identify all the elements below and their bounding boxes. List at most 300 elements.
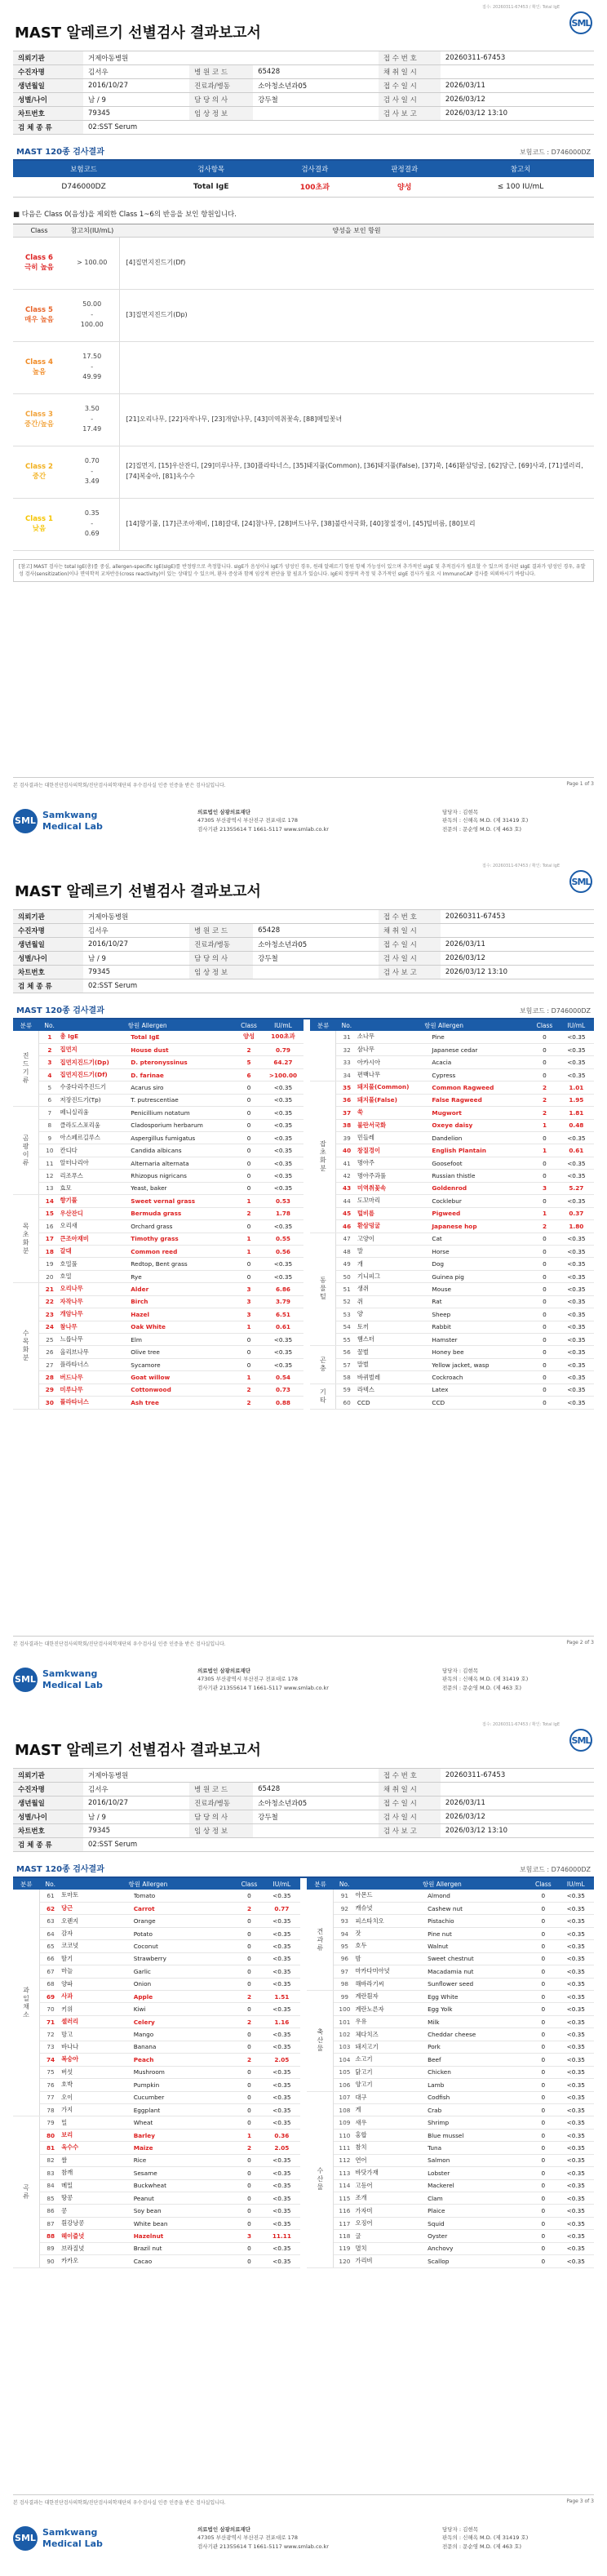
allergen-en: Japanese hop (432, 1220, 530, 1232)
allergen-value: <0.35 (559, 1056, 594, 1068)
allergen-row (13, 1915, 594, 1927)
allergen-kr: 참치 (355, 2142, 428, 2154)
allergen-kr: 수중다리주진드기 (60, 1081, 131, 1094)
allergen-class: 0 (235, 2103, 264, 2116)
allergen-class: 3 (235, 2230, 264, 2242)
positive-allergens: [4]집먼지진드기(Df) (119, 237, 594, 289)
allergen-no: 97 (334, 1965, 356, 1978)
section-title: MAST 120종 검사결과 (16, 1865, 104, 1874)
allergen-en: Cheddar cheese (428, 2028, 529, 2041)
allergen-en: Coconut (134, 1940, 235, 1952)
class-note: ■ 다음은 Class 0(음성)을 제외한 Class 1~6의 반응을 보인 항원입니다. (13, 210, 237, 219)
allergen-kr: 참나무 (60, 1321, 131, 1333)
allergen-no: 75 (39, 2066, 61, 2078)
allergen-kr: 마늘 (61, 1965, 134, 1978)
lab-name: Samkwang Medical Lab (42, 2527, 103, 2549)
allergen-no: 71 (39, 2015, 61, 2027)
allergen-class: 0 (530, 1043, 559, 1055)
report-page (0, 859, 607, 1717)
allergen-row (13, 2091, 594, 2103)
allergen-kr: 가자미 (355, 2205, 428, 2217)
allergen-kr: 꿀벌 (357, 1346, 432, 1358)
allergen-value: 1.51 (264, 1991, 299, 2003)
allergen-en: Alternaria alternata (131, 1157, 235, 1169)
allergen-kr: 소고기 (355, 2054, 428, 2066)
allergen-class: 1 (235, 2129, 264, 2141)
allergen-en: House dust (131, 1043, 235, 1055)
allergen-kr: 홍합 (355, 2129, 428, 2141)
allergen-kr: 클라도스포리움 (60, 1119, 131, 1131)
allergen-value: 0.48 (559, 1119, 594, 1131)
report-title: MAST 알레르기 선별검사 결과보고서 (15, 1742, 261, 1759)
allergen-kr: 복숭아 (61, 2054, 134, 2066)
allergen-class: 0 (530, 1195, 559, 1207)
allergen-value: <0.35 (264, 2217, 299, 2229)
disclaimer: 본 검사결과는 대한진단검사의학회/진단검사의학재단의 우수검사실 인증 인증을 받은 검사실입니다. (13, 783, 226, 788)
allergen-en: Goldenrod (432, 1182, 530, 1194)
allergen-value: <0.35 (559, 1397, 594, 1409)
allergen-class: 0 (235, 1094, 264, 1106)
allergen-kr: 체다치즈 (355, 2028, 428, 2041)
lab-name: Samkwang Medical Lab (42, 1668, 103, 1690)
allergen-class: 0 (235, 2079, 264, 2091)
allergen-en: Candida albicans (131, 1144, 235, 1157)
class-row: Class 2 중간 0.70 - 3.49 [2]집먼지, [15]우산잔디, [29]미루나무, [30]플라타너스, [35]돼지풀(Common), [36]돼지풀(False), [37]쑥, [46]환삼덩굴, [62]당근, [69]사과, [71]셀러리, [74]복숭아, [81]옥수수 (13, 446, 594, 498)
allergen-en: Bermuda grass (131, 1207, 235, 1219)
allergen-value: <0.35 (264, 2041, 299, 2053)
allergen-value: <0.35 (558, 2154, 594, 2166)
allergen-value: <0.35 (264, 2179, 299, 2192)
allergen-en: Aspergillus fumigatus (131, 1132, 235, 1144)
allergen-class: 0 (530, 1308, 559, 1321)
allergen-kr: 알터나리아 (60, 1157, 131, 1169)
allergen-kr: 총 IgE (60, 1031, 131, 1043)
allergen-value: <0.35 (263, 1094, 303, 1106)
allergen-value: <0.35 (558, 2028, 594, 2041)
patient-info-table: 의뢰기관 거제아동병원 접 수 번 호 20260311-67453 수진자명 김서우 병 원 코 드 65428 채 취 일 시 생년월일 2016/10/27 진료과/병동 소아청소년과05 접 수 일 시 2026/03/11 성별/나이 남 / 9 담 당 의 사 강두철 검 사 일 시 2026/03/12 차트번호 79345 임 상 정 보 검 사 보 고 2026/03/12 13:10 검 체 종 류 02:SST Serum (13, 909, 594, 993)
allergen-no: 99 (334, 1991, 356, 2003)
allergen-class: 0 (530, 1295, 559, 1308)
allergen-no: 33 (336, 1056, 357, 1068)
allergen-value: 0.37 (559, 1207, 594, 1219)
allergen-kr: 가지 (61, 2103, 134, 2116)
allergen-en: Cat (432, 1232, 530, 1245)
allergen-kr: 불란서국화 (357, 1119, 432, 1131)
allergen-no: 50 (336, 1270, 357, 1282)
allergen-value: <0.35 (264, 1927, 299, 1939)
allergen-value: <0.35 (558, 2217, 594, 2229)
allergen-row (13, 2167, 594, 2179)
allergen-no: 13 (39, 1182, 60, 1194)
allergen-row (13, 1371, 594, 1383)
allergen-value: <0.35 (559, 1334, 594, 1346)
allergen-value: <0.35 (264, 1965, 299, 1978)
allergen-row (13, 1182, 594, 1194)
allergen-value: <0.35 (559, 1270, 594, 1282)
allergen-row (13, 1965, 594, 1978)
allergen-value: <0.35 (263, 1182, 303, 1194)
allergen-class: 0 (530, 1157, 559, 1169)
allergen-kr: 돼지풀(Common) (357, 1081, 432, 1094)
allergen-value: <0.35 (559, 1195, 594, 1207)
allergen-kr: 연어 (355, 2154, 428, 2166)
allergen-kr: 아몬드 (355, 1890, 428, 1902)
allergen-class: 0 (529, 2167, 557, 2179)
allergen-value: 5.27 (559, 1182, 594, 1194)
allergen-row (13, 1207, 594, 1219)
allergen-row (13, 2015, 594, 2027)
allergen-no: 1 (39, 1031, 60, 1043)
lab-name: Samkwang Medical Lab (42, 810, 103, 832)
allergen-no: 115 (334, 2192, 356, 2205)
allergen-table: 분류 No. 항원 Allergen Class IU/mL 분류 No. 항원 Allergen Class IU/mL 진드기류 1 총 IgE Total IgE 양성 100초과 31 소나무 Pine 0 <0.35 2 집먼지 House dust 2 0.79 32 삼나무 Japanese cedar 0 <0.35 3 집먼지진드기(Dp) D. pteronyssinus 5 64.27 33 아카시아 Acacia 0 <0.35 4 집먼지진드기(Df) D. farinae 6 >100.00 34 편백나무 Cypress 0 <0.35 5 수중다리주진드기 Acarus siro 0 <0.35 잡초화분 35 돼지풀(Common) Common Ragweed 2 1.01 6 저장진드기(Tp) T. putrescentiae 0 <0.35 36 돼지풀(False) False Ragweed 2 1.95 곰팡이류 7 페니실리움 Penicillium notatum 0 <0.35 37 쑥 Mugwort 2 1.81 8 클라도스포리움 Cladosporium herbarum 0 <0.35 38 불란서국화 Oxeye daisy 1 0.48 9 아스페르길루스 Aspergillus fumigatus 0 <0.35 39 민들레 Dandelion 0 <0.35 10 칸디다 Candida albicans 0 <0.35 40 창질경이 English Plantain 1 0.61 11 알터나리아 Alternaria alternata 0 <0.35 41 명아주 Goosefoot 0 <0.35 12 리조푸스 Rhizopus nigricans 0 <0.35 42 명아주과풀 Russian thistle 0 <0.35 13 효모 Yeast, baker 0 <0.35 43 미역취꽃속 Goldenrod 3 5.27 목초화분 14 향기풀 Sweet vernal grass 1 0.53 44 도꼬마리 Cocklebur 0 <0.35 15 우산잔디 Bermuda grass 2 1.78 45 털비름 Pigweed 1 0.37 16 오리새 Orchard grass 0 <0.35 46 환삼덩굴 Japanese hop 2 1.80 17 큰조아재비 Timothy grass 1 0.55 동물털 47 고양이 Cat 0 <0.35 18 갈대 Common reed 1 0.56 48 말 Horse 0 <0.35 19 호밀풀 Redtop, Bent grass 0 <0.35 49 개 Dog 0 <0.35 20 호밀 Rye 0 <0.35 50 기니피그 Guinea pig 0 <0.35 수목화분 21 오리나무 Alder 3 6.86 51 생쥐 Mouse 0 <0.35 22 자작나무 Birch 3 3.79 52 쥐 Rat 0 <0.35 23 개암나무 Hazel 3 6.51 53 양 Sheep 0 <0.35 24 참나무 Oak White 1 0.61 54 토끼 Rabbit 0 <0.35 25 느릅나무 Elm 0 <0.35 55 햄스터 Hamster 0 <0.35 26 올리브나무 Olive tree 0 <0.35 곤충 56 꿀벌 Honey bee 0 <0.35 27 플라타너스 Sycamore 0 <0.35 57 말벌 Yellow jacket, wasp 0 <0.35 28 버드나무 Goat willow 1 0.54 58 바퀴벌레 Cockroach 0 <0.35 29 미루나무 Cottonwood 2 0.73 기타 59 라텍스 Latex 0 <0.35 30 플라타너스 Ash tree 2 0.88 60 CCD CCD 0 <0.35 (13, 1019, 594, 1410)
allergen-no: 93 (334, 1915, 356, 1927)
allergen-value: <0.35 (558, 2041, 594, 2053)
lab-address: 의료법인 삼광의료재단 47305 부산광역시 부산진구 전포대로 178 검사기관 21355614 T 1661-5117 www.smlab.co.kr (197, 2526, 329, 2550)
allergen-no: 37 (336, 1107, 357, 1119)
allergen-en: Latex (432, 1383, 530, 1396)
allergen-row (13, 2041, 594, 2053)
section-header (13, 144, 594, 161)
allergen-en: Peach (134, 2054, 235, 2066)
allergen-en: Sesame (134, 2167, 235, 2179)
allergen-no: 63 (39, 1915, 61, 1927)
allergen-row (13, 2054, 594, 2066)
allergen-class: 0 (235, 1890, 264, 1902)
allergen-kr: 페니실리움 (60, 1107, 131, 1119)
allergen-en: Egg Yolk (428, 2003, 529, 2015)
allergen-class: 3 (235, 1283, 264, 1295)
allergen-row (13, 1220, 594, 1232)
lab-signatures: 담당자 : 김현목 판독의 : 신해옥 M.D. (제 31419 호) 전문의 : 문순영 M.D. (제 463 호) (442, 1668, 529, 1691)
allergen-en: Rice (134, 2154, 235, 2166)
allergen-value: <0.35 (559, 1157, 594, 1169)
allergen-value: <0.35 (263, 1157, 303, 1169)
allergen-kr: 바퀴벌레 (357, 1371, 432, 1383)
allergen-no: 35 (336, 1081, 357, 1094)
allergen-class: 0 (235, 2205, 264, 2217)
allergen-en: Goosefoot (432, 1157, 530, 1169)
allergen-en: Goat willow (131, 1371, 235, 1383)
allergen-en: Barley (134, 2129, 235, 2141)
allergen-kr: 닭고기 (355, 2066, 428, 2078)
allergen-value: <0.35 (264, 1915, 299, 1927)
footer-line (13, 777, 594, 788)
allergen-class: 0 (235, 1119, 264, 1131)
allergen-en: Cottonwood (131, 1383, 235, 1396)
allergen-en: Oyster (428, 2230, 529, 2242)
allergen-class: 0 (529, 2142, 557, 2154)
allergen-no: 55 (336, 1334, 357, 1346)
allergen-class: 1 (235, 1232, 264, 1245)
allergen-value: <0.35 (264, 1952, 299, 1965)
allergen-no: 28 (39, 1371, 60, 1383)
allergen-class: 0 (529, 2116, 557, 2129)
allergen-class: 2 (235, 1383, 264, 1396)
allergen-value: 64.27 (263, 1056, 303, 1068)
allergen-en: Crab (428, 2103, 529, 2116)
group-label: 목초화분 (13, 1195, 39, 1283)
allergen-en: Apple (134, 1991, 235, 2003)
allergen-no: 6 (39, 1094, 60, 1106)
allergen-en: Timothy grass (131, 1232, 235, 1245)
allergen-kr: 딸기 (61, 1952, 134, 1965)
group-label: 잡초화분 (310, 1081, 336, 1232)
allergen-en: Squid (428, 2217, 529, 2229)
allergen-en: Common Ragweed (432, 1081, 530, 1094)
allergen-class: 0 (235, 1170, 264, 1182)
allergen-no: 17 (39, 1232, 60, 1245)
group-label: 수산물 (307, 2091, 333, 2267)
allergen-value: <0.35 (264, 2003, 299, 2015)
allergen-class: 0 (530, 1132, 559, 1144)
allergen-class: 1 (235, 1321, 264, 1333)
allergen-class: 0 (235, 2028, 264, 2041)
allergen-kr: 소나무 (357, 1031, 432, 1043)
allergen-class: 2 (235, 1207, 264, 1219)
allergen-kr: 아스페르길루스 (60, 1132, 131, 1144)
allergen-en: Sweet chestnut (428, 1952, 529, 1965)
allergen-class: 0 (235, 2192, 264, 2205)
allergen-value: <0.35 (558, 2003, 594, 2015)
allergen-row (13, 1358, 594, 1370)
allergen-value: <0.35 (264, 1940, 299, 1952)
allergen-en: Oak White (131, 1321, 235, 1333)
allergen-class: 0 (529, 2179, 557, 2192)
allergen-kr: 우유 (355, 2015, 428, 2027)
allergen-kr: 플라타너스 (60, 1397, 131, 1409)
allergen-no: 59 (336, 1383, 357, 1396)
allergen-class: 0 (529, 2103, 557, 2116)
allergen-no: 61 (39, 1890, 61, 1902)
allergen-no: 65 (39, 1940, 61, 1952)
allergen-en: Sunflower seed (428, 1978, 529, 1990)
allergen-kr: 계란노른자 (355, 2003, 428, 2015)
allergen-class: 5 (235, 1056, 264, 1068)
allergen-row (13, 2179, 594, 2192)
allergen-no: 118 (334, 2230, 356, 2242)
allergen-kr: 해바라기씨 (355, 1978, 428, 1990)
allergen-no: 110 (334, 2129, 356, 2141)
allergen-class: 0 (529, 2015, 557, 2027)
allergen-value: <0.35 (263, 1270, 303, 1282)
allergen-value: <0.35 (263, 1081, 303, 1094)
allergen-value: <0.35 (264, 2079, 299, 2091)
allergen-value: <0.35 (558, 2142, 594, 2154)
allergen-no: 56 (336, 1346, 357, 1358)
allergen-kr: 호박 (61, 2079, 134, 2091)
allergen-class: 0 (529, 1940, 557, 1952)
allergen-row (13, 2103, 594, 2116)
allergen-value: 2.05 (264, 2054, 299, 2066)
allergen-kr: 호밀 (60, 1270, 131, 1282)
allergen-kr: 당근 (61, 1902, 134, 1914)
allergen-class: 0 (235, 2179, 264, 2192)
allergen-no: 4 (39, 1068, 60, 1081)
allergen-en: Cashew nut (428, 1902, 529, 1914)
allergen-row (13, 2142, 594, 2154)
allergen-row (13, 1068, 594, 1081)
allergen-value: 2.05 (264, 2142, 299, 2154)
allergen-no: 96 (334, 1952, 356, 1965)
allergen-class: 0 (235, 2003, 264, 2015)
allergen-en: Orange (134, 1915, 235, 1927)
allergen-class: 2 (235, 2142, 264, 2154)
allergen-kr: 참깨 (61, 2167, 134, 2179)
allergen-en: Sheep (432, 1308, 530, 1321)
allergen-en: Eggplant (134, 2103, 235, 2116)
allergen-en: Acacia (432, 1056, 530, 1068)
allergen-class: 0 (530, 1283, 559, 1295)
allergen-en: Japanese cedar (432, 1043, 530, 1055)
allergen-kr: 미루나무 (60, 1383, 131, 1396)
allergen-row (13, 1157, 594, 1169)
allergen-en: Hamster (432, 1334, 530, 1346)
allergen-no: 40 (336, 1144, 357, 1157)
allergen-no: 26 (39, 1346, 60, 1358)
allergen-value: <0.35 (558, 1991, 594, 2003)
allergen-en: False Ragweed (432, 1094, 530, 1106)
allergen-en: D. pteronyssinus (131, 1056, 235, 1068)
sml-footer-logo: SML (13, 1668, 38, 1692)
allergen-value: <0.35 (558, 1952, 594, 1965)
allergen-no: 98 (334, 1978, 356, 1990)
allergen-value: 6.51 (263, 1308, 303, 1321)
allergen-row (13, 2154, 594, 2166)
allergen-no: 25 (39, 1334, 60, 1346)
allergen-no: 102 (334, 2028, 356, 2041)
allergen-no: 107 (334, 2091, 356, 2103)
allergen-value: 11.11 (264, 2230, 299, 2242)
allergen-no: 85 (39, 2192, 61, 2205)
allergen-no: 57 (336, 1358, 357, 1370)
allergen-row (13, 1081, 594, 1094)
allergen-en: Rye (131, 1270, 235, 1282)
allergen-row (13, 1397, 594, 1409)
allergen-class: 0 (235, 1270, 264, 1282)
allergen-class: 0 (530, 1270, 559, 1282)
allergen-no: 49 (336, 1258, 357, 1270)
allergen-kr: 토끼 (357, 1321, 432, 1333)
class-row: Class 1 낮음 0.35 - 0.69 [14]향기풀, [17]큰조아재비, [18]갈대, [24]참나무, [28]버드나무, [38]불란서국화, [40]창질경이, [45]털비름, [80]보리 (13, 498, 594, 550)
allergen-no: 19 (39, 1258, 60, 1270)
allergen-class: 2 (530, 1107, 559, 1119)
allergen-class: 0 (235, 2242, 264, 2254)
allergen-class: 0 (529, 2217, 557, 2229)
allergen-class: 0 (529, 2192, 557, 2205)
section-header (13, 1003, 594, 1019)
allergen-value: 3.79 (263, 1295, 303, 1308)
allergen-value: 1.16 (264, 2015, 299, 2027)
allergen-no: 67 (39, 1965, 61, 1978)
allergen-row (13, 1232, 594, 1245)
allergen-en: Salmon (428, 2154, 529, 2166)
allergen-no: 10 (39, 1144, 60, 1157)
allergen-no: 54 (336, 1321, 357, 1333)
footer (13, 1667, 594, 1692)
allergen-kr: 창질경이 (357, 1144, 432, 1157)
allergen-value: 1.80 (559, 1220, 594, 1232)
allergen-en: Orchard grass (131, 1220, 235, 1232)
allergen-kr: 집먼지진드기(Df) (60, 1068, 131, 1081)
group-label: 곰팡이류 (13, 1107, 39, 1195)
allergen-kr: 환삼덩굴 (357, 1220, 432, 1232)
allergen-kr: 게 (355, 2103, 428, 2116)
allergen-kr: 바나나 (61, 2041, 134, 2053)
allergen-no: 95 (334, 1940, 356, 1952)
allergen-class: 0 (529, 2129, 557, 2141)
allergen-kr: 효모 (60, 1182, 131, 1194)
allergen-en: Strawberry (134, 1952, 235, 1965)
allergen-kr: 흰강낭콩 (61, 2217, 134, 2229)
allergen-no: 117 (334, 2217, 356, 2229)
allergen-kr: 오이 (61, 2091, 134, 2103)
allergen-en: Pine (432, 1031, 530, 1043)
allergen-en: Soy bean (134, 2205, 235, 2217)
allergen-en: Clam (428, 2192, 529, 2205)
allergen-kr: 대구 (355, 2091, 428, 2103)
allergen-row (13, 1978, 594, 1990)
allergen-value: <0.35 (263, 1358, 303, 1370)
allergen-class: 0 (235, 1927, 264, 1939)
allergen-value: <0.35 (558, 1940, 594, 1952)
allergen-class: 0 (529, 2003, 557, 2015)
allergen-value: <0.35 (558, 2091, 594, 2103)
allergen-kr: 햄스터 (357, 1334, 432, 1346)
allergen-no: 62 (39, 1902, 61, 1914)
allergen-kr: 자작나무 (60, 1295, 131, 1308)
allergen-kr: 편백나무 (357, 1068, 432, 1081)
allergen-en: Acarus siro (131, 1081, 235, 1094)
allergen-en: Almond (428, 1890, 529, 1902)
allergen-no: 12 (39, 1170, 60, 1182)
allergen-row (13, 2003, 594, 2015)
allergen-kr: 기니피그 (357, 1270, 432, 1282)
allergen-en: Shrimp (428, 2116, 529, 2129)
allergen-kr: 양 (357, 1308, 432, 1321)
allergen-value: <0.35 (559, 1383, 594, 1396)
allergen-class: 0 (530, 1321, 559, 1333)
class-row: Class 3 중간/높음 3.50 - 17.49 [21]오리나무, [22]자작나무, [23]개암나무, [43]미역취꽃속, [88]메밀꽃녀 (13, 393, 594, 446)
allergen-en: Russian thistle (432, 1170, 530, 1182)
allergen-class: 0 (235, 2091, 264, 2103)
allergen-row (13, 1383, 594, 1396)
allergen-no: 27 (39, 1358, 60, 1370)
allergen-en: Lamb (428, 2079, 529, 2091)
allergen-value: <0.35 (264, 2103, 299, 2116)
allergen-no: 47 (336, 1232, 357, 1245)
allergen-class: 0 (235, 1915, 264, 1927)
allergen-kr: 캐슈넛 (355, 1902, 428, 1914)
allergen-en: Cypress (432, 1068, 530, 1081)
allergen-kr: 양고기 (355, 2079, 428, 2091)
allergen-class: 0 (529, 1927, 557, 1939)
section-title: MAST 120종 검사결과 (16, 1006, 104, 1015)
group-label: 곤충 (310, 1346, 336, 1383)
allergen-no: 76 (39, 2079, 61, 2091)
allergen-value: <0.35 (558, 2192, 594, 2205)
allergen-no: 32 (336, 1043, 357, 1055)
allergen-no: 77 (39, 2091, 61, 2103)
allergen-no: 106 (334, 2079, 356, 2091)
allergen-value: <0.35 (558, 1915, 594, 1927)
report-title: MAST 알레르기 선별검사 결과보고서 (15, 24, 261, 42)
allergen-value: <0.35 (558, 2103, 594, 2116)
allergen-en: Tuna (428, 2142, 529, 2154)
positive-allergens: [3]집먼지진드기(Dp) (119, 289, 594, 341)
allergen-kr: 조개 (355, 2192, 428, 2205)
allergen-kr: 버드나무 (60, 1371, 131, 1383)
